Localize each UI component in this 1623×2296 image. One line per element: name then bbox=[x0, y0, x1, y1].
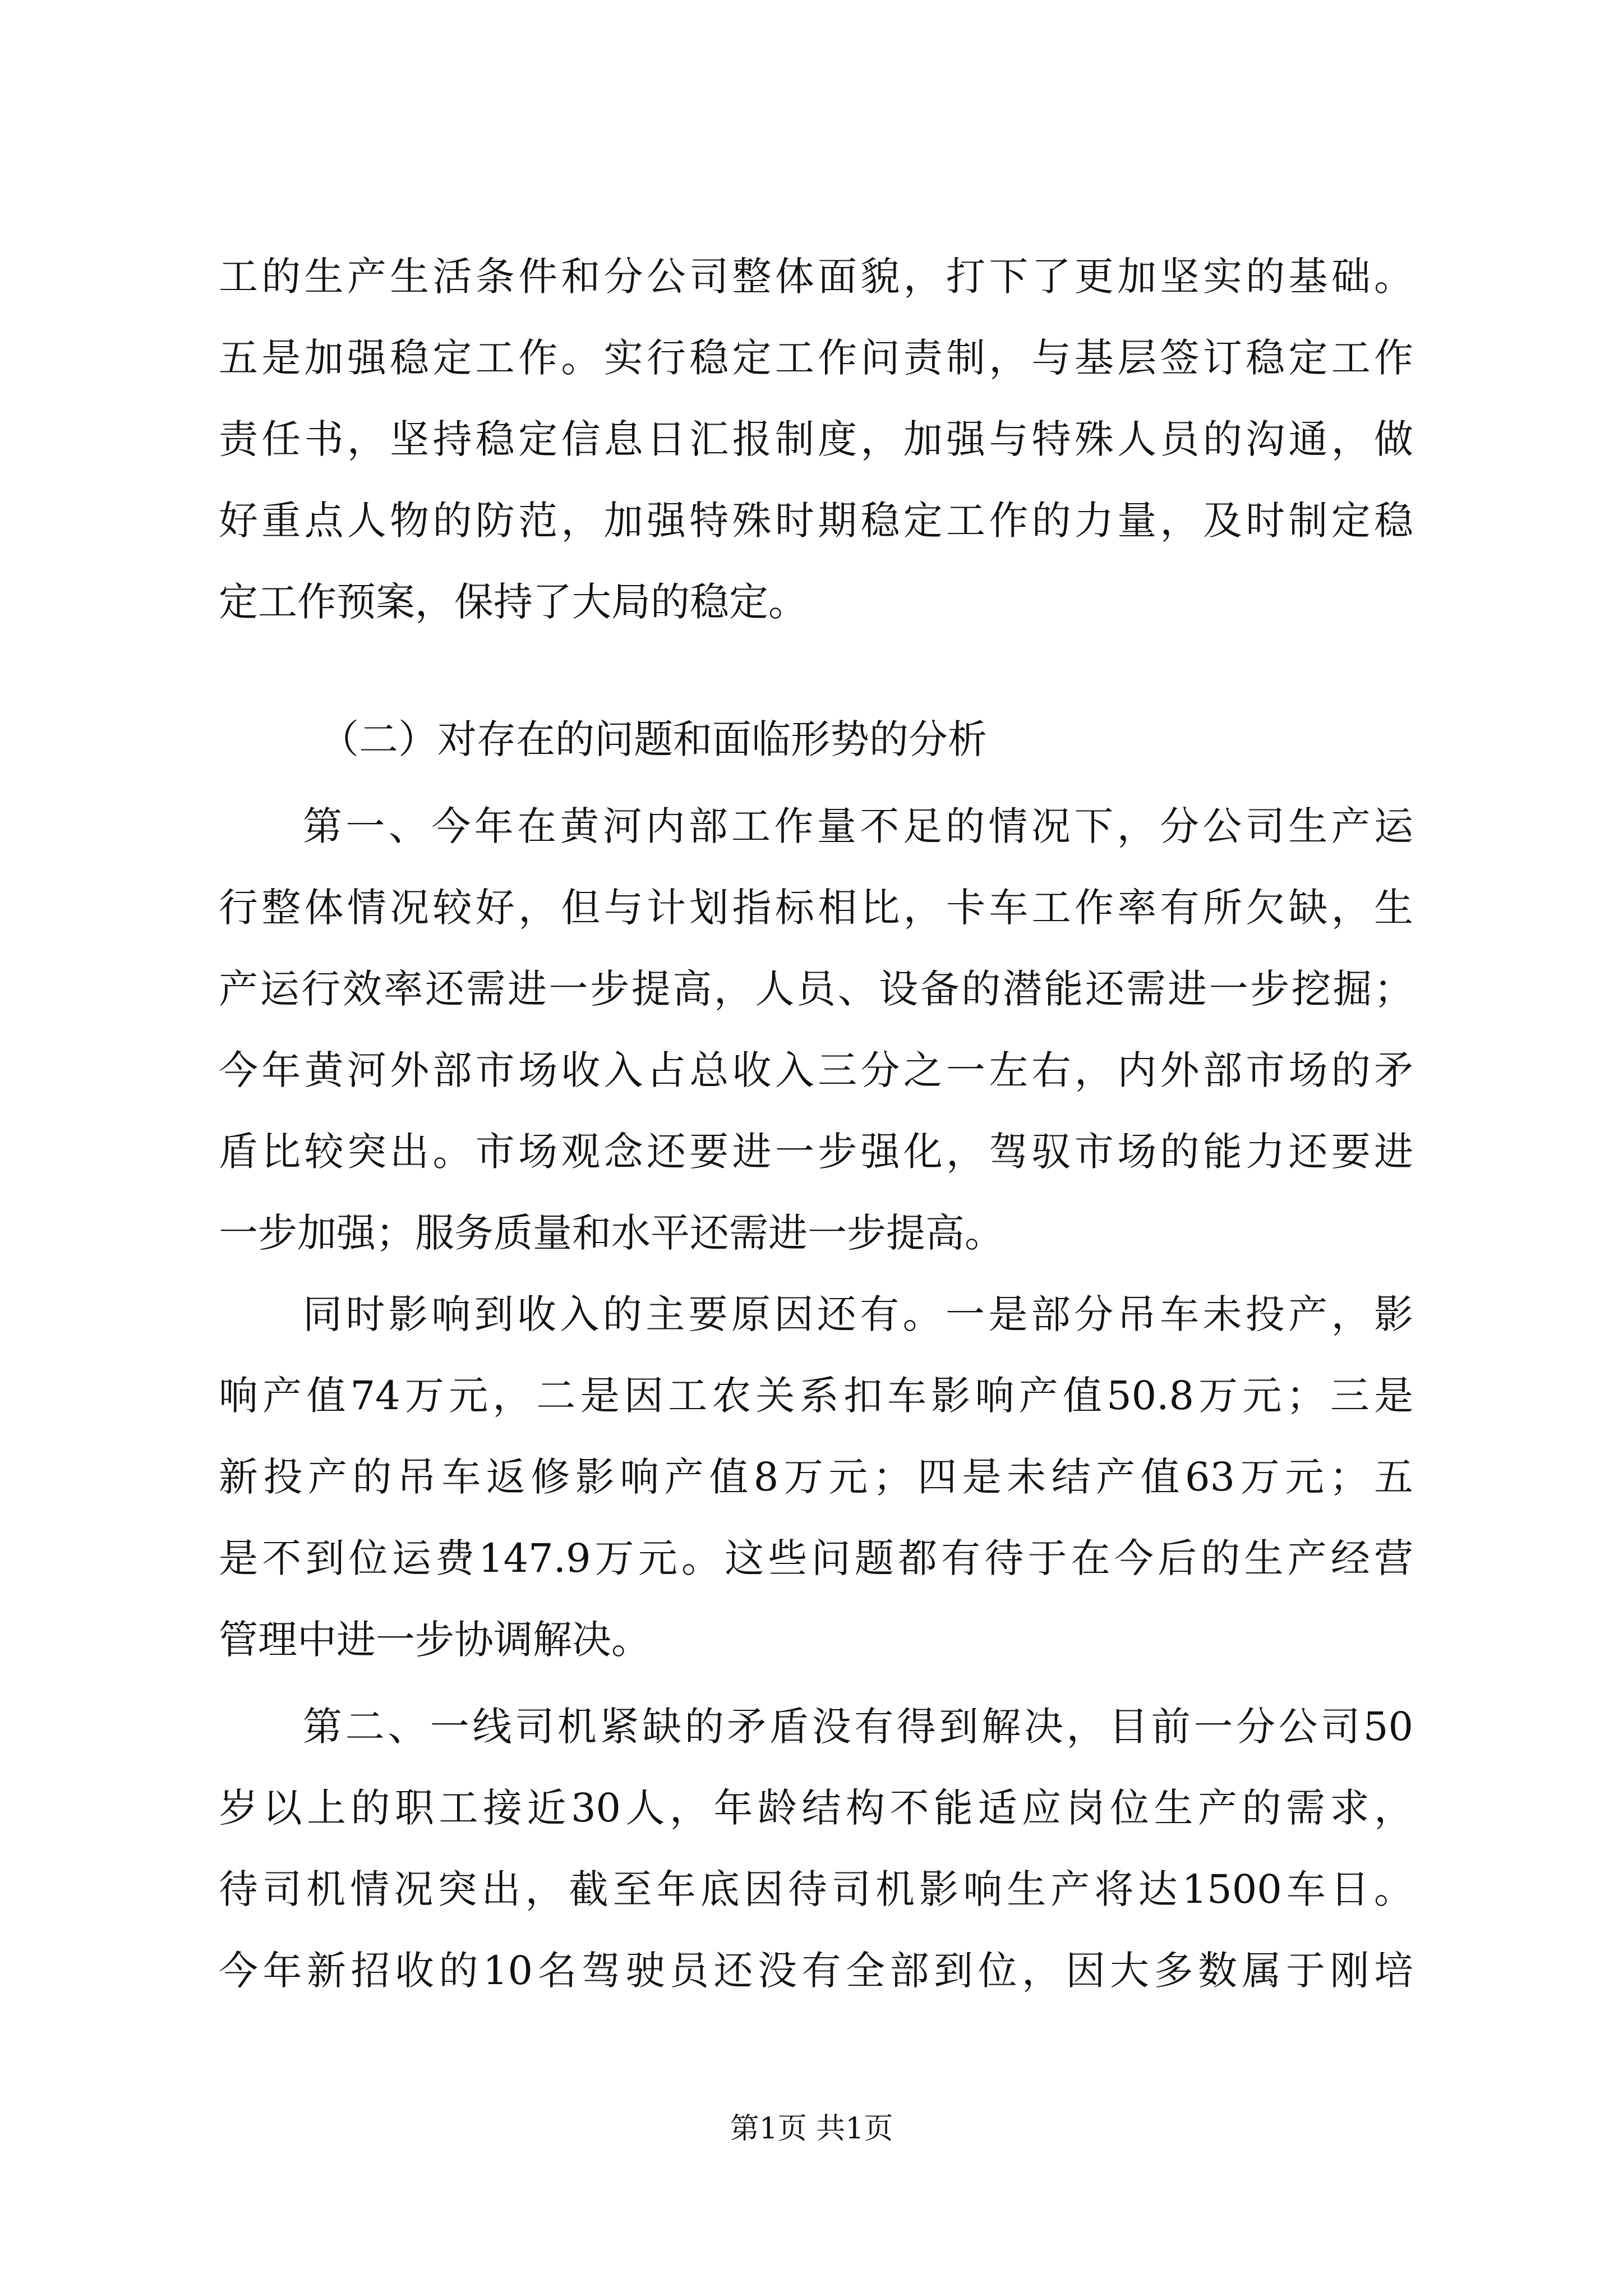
body-line: 工的生产生活条件和分公司整体面貌，打下了更加坚实的基础。 bbox=[219, 254, 1413, 300]
body-line: 第二、一线司机紧缺的矛盾没有得到解决，目前一分公司50 bbox=[303, 1704, 1413, 1750]
body-line: 责任书，坚持稳定信息日汇报制度，加强与特殊人员的沟通，做 bbox=[219, 416, 1413, 462]
section-heading: （二）对存在的问题和面临形势的分析 bbox=[320, 716, 987, 762]
body-line: 五是加强稳定工作。实行稳定工作问责制，与基层签订稳定工作 bbox=[219, 335, 1413, 381]
body-line: 同时影响到收入的主要原因还有。一是部分吊车未投产，影 bbox=[303, 1291, 1413, 1337]
body-line: 产运行效率还需进一步提高，人员、设备的潜能还需进一步挖掘； bbox=[219, 966, 1413, 1012]
page-footer: 第1页 共1页 bbox=[730, 2112, 893, 2146]
body-line: 待司机情况突出，截至年底因待司机影响生产将达1500车日。 bbox=[219, 1866, 1413, 1912]
body-line: 定工作预案，保持了大局的稳定。 bbox=[219, 579, 808, 625]
body-line: 第一、今年在黄河内部工作量不足的情况下，分公司生产运 bbox=[303, 803, 1413, 849]
body-line: 新投产的吊车返修影响产值8万元；四是未结产值63万元；五 bbox=[219, 1454, 1413, 1500]
body-line: 盾比较突出。市场观念还要进一步强化，驾驭市场的能力还要进 bbox=[219, 1129, 1413, 1175]
body-line: 响产值74万元，二是因工农关系扣车影响产值50.8万元；三是 bbox=[219, 1373, 1413, 1419]
body-line: 岁以上的职工接近30人，年龄结构不能适应岗位生产的需求， bbox=[219, 1785, 1413, 1831]
body-line: 今年黄河外部市场收入占总收入三分之一左右，内外部市场的矛 bbox=[219, 1047, 1413, 1093]
body-line: 今年新招收的10名驾驶员还没有全部到位，因大多数属于刚培 bbox=[219, 1948, 1413, 1994]
body-line: 一步加强；服务质量和水平还需进一步提高。 bbox=[219, 1210, 1004, 1256]
body-line: 好重点人物的防范，加强特殊时期稳定工作的力量，及时制定稳 bbox=[219, 498, 1413, 544]
body-line: 是不到位运费147.9万元。这些问题都有待于在今后的生产经营 bbox=[219, 1535, 1413, 1581]
body-line: 管理中进一步协调解决。 bbox=[219, 1617, 651, 1663]
body-line: 行整体情况较好，但与计划指标相比，卡车工作率有所欠缺，生 bbox=[219, 885, 1413, 931]
